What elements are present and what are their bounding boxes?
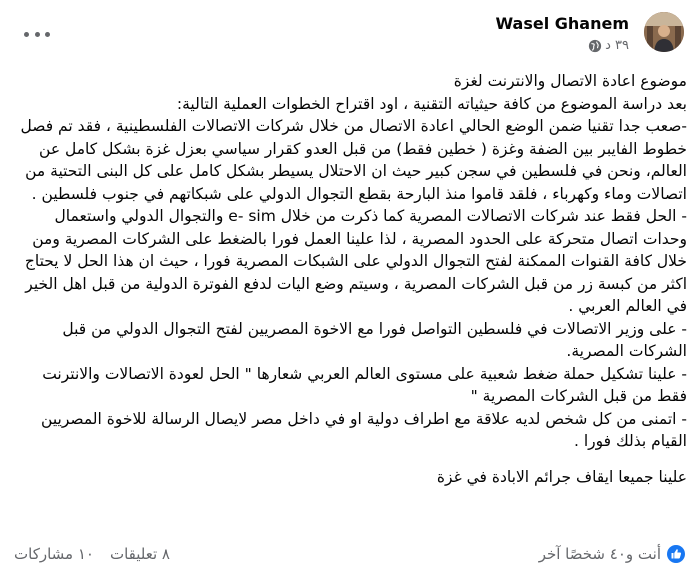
- comments-count[interactable]: ٨ تعليقات: [109, 545, 170, 563]
- dot: [24, 32, 29, 37]
- post-paragraph: - الحل فقط عند شركات الاتصالات المصرية كما ذكرت من خلال e- sim والتجوال الدولي واستعمال وحدات اتصال متحركة على الحدود المصرية ، لذا علينا العمل فورا بالضغط على الشركات المصرية ومن خلال كافة القنوات الممكنة لفتح التجوال الدولي على الشبكات المصرية فورا ، حيث ان هذا الحل لا يحتاج اكثر من كبسة زر من قبل الشركات المصرية ، وسيتم وضع اليات لدفع الفوترة الدولية من قبل اهل الخير في العالم العربي .: [24, 207, 687, 315]
- post-body: [10, 70, 687, 488]
- more-options-button[interactable]: [24, 24, 50, 44]
- post-closing: علينا جميعا ايقاف جرائم الابادة في غزة: [436, 467, 687, 486]
- post-paragraph: - اتمنى من كل شخص لديه علاقة مع اطراف دولية او في داخل مصر لايصال الرسالة للاخوة المصريين القيام بذلك فورا .: [41, 409, 687, 450]
- author-name[interactable]: Wasel Ghanem: [495, 14, 629, 33]
- post-footer: [0, 543, 699, 573]
- paragraph-gap: [10, 453, 687, 466]
- post-meta: [588, 38, 629, 53]
- post-header: [0, 8, 699, 68]
- reactions-count[interactable]: أنت و٤٠ شخصًا آخر: [538, 545, 661, 563]
- avatar[interactable]: [644, 12, 684, 52]
- post-paragraph: موضوع اعادة الاتصال والانترنت لغزة: [453, 72, 687, 90]
- dot: [45, 32, 50, 37]
- like-icon: [667, 545, 685, 563]
- post-paragraph: بعد دراسة الموضوع من كافة حيثياته التقنية ، اود اقتراح الخطوات العملية التالية:: [176, 94, 687, 113]
- post-paragraph: - على وزير الاتصالات في فلسطين التواصل فورا مع الاخوة المصريين لفتح التجوال الدولي من قبل الشركات المصرية.: [62, 319, 687, 360]
- shares-count[interactable]: ١٠ مشاركات: [14, 545, 94, 563]
- engagement-stats: [14, 545, 170, 563]
- post-paragraph: -صعب جدا تقنيا ضمن الوضع الحالي اعادة الاتصال من خلال شركات الاتصالات الفلسطينية ، فقد تم فصل خطوط الفايبر بين الضفة وغزة ( خطين فقط) من قبل العدو كقرار سياسي بعزل غزة بشكل كامل عن العالم، ونحن في فلسطين في سجن كبير حيث ان الاحتلال يسيطر بشكل كامل على كل البنى التحتية من اتصالات وماء وكهرباء ، فلقد قاموا منذ البارحة بقطع التجوال الدولي على شبكاتهم في جنوب فلسطين .: [20, 117, 687, 203]
- post-paragraph: - علينا تشكيل حملة ضغط شعبية على مستوى العالم العربي شعارها " الحل لعودة الاتصالات والانترنت فقط من قبل الشركات المصرية ": [42, 364, 687, 405]
- dot: [35, 32, 40, 37]
- post-time[interactable]: ٣٩ د: [605, 38, 629, 53]
- reactions-summary[interactable]: [539, 545, 685, 563]
- avatar-image: [644, 12, 684, 52]
- globe-icon[interactable]: [588, 39, 602, 53]
